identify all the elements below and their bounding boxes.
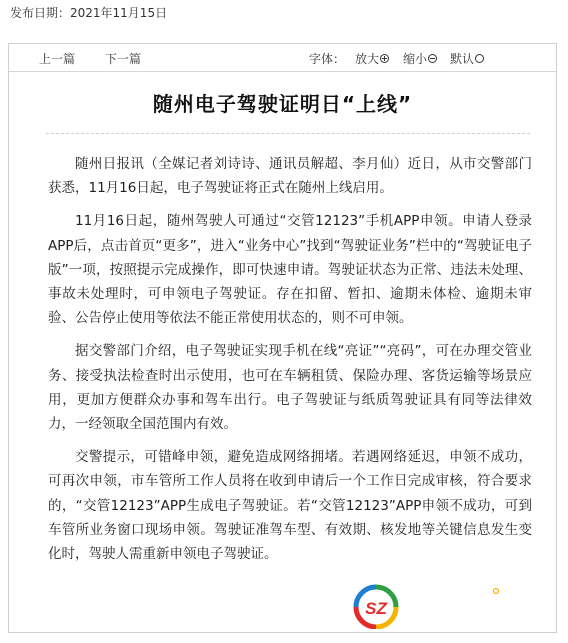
default-size-button[interactable] [450, 50, 484, 67]
font-size-label: 字体： [309, 52, 346, 66]
article-paragraph: 随州日报讯（全媒记者刘诗诗、通讯员解超、李月仙）近日，从市交警部门获悉，11月16日起，电子驾驶证将正式在随州上线启用。 [48, 156, 532, 197]
zoom-in-label: 放大 [355, 52, 380, 66]
zoom-out-button[interactable] [403, 50, 437, 67]
article-frame [8, 43, 557, 633]
article-title: 随州电子驾驶证明日“上线” [152, 92, 413, 116]
article-paragraph: 交警提示，可错峰申领，避免造成网络拥堵。若遇网络延迟，申领不成功，可再次申领，市车管所工作人员将在收到申请后一个工作日完成审核，符合要求的，“交管12123”APP生成电子驾驶证。若“交管12123”APP申领不成功，可到车管所业务窗口现场申领。驾驶证准驾车型、有效期、核发地等关键信息发生变化时，驾驶人需重新申领电子驾驶证。 [48, 449, 532, 563]
article-body [48, 152, 532, 575]
publish-date: 发布日期：2021年11月15日 [10, 6, 168, 20]
plus-circle-icon [380, 54, 389, 63]
next-article-link[interactable]: 下一篇 [105, 52, 142, 66]
zoom-out-label: 缩小 [403, 52, 428, 66]
article-paragraph: 11月16日起，随州驾驶人可通过“交管12123”手机APP申领。申请人登录APP后，点击首页“更多”，进入“业务中心”找到“驾驶证业务”栏中的“驾驶证电子版”一项，按照提示完成操作，即可快速申请。驾驶证状态为正常、违法未处理、事故未处理时，可申领电子驾驶证。存在扣留、暂扣、逾期未体检、逾期未审验、公告停止使用等依法不能正常使用状态的，则不可申领。 [48, 213, 532, 327]
sz-logo [349, 583, 403, 629]
default-size-label: 默认 [450, 52, 475, 66]
article-toolbar [9, 44, 556, 72]
prev-article-link[interactable]: 上一篇 [39, 52, 76, 66]
article-paragraph: 据交警部门介绍，电子驾驶证实现手机在线“亮证”“亮码”，可在办理交管业务、接受执法检查时出示使用，也可在车辆租赁、保险办理、客货运输等场景应用，更加方便群众办事和驾车出行。电子驾驶证与纸质驾驶证具有同等法律效力，一经领取全国范围内有效。 [48, 343, 532, 433]
circle-icon [475, 54, 484, 63]
title-divider [46, 133, 530, 134]
decorative-dot-icon [492, 587, 500, 595]
logo-text: SZ [365, 599, 387, 618]
minus-circle-icon [428, 54, 437, 63]
zoom-in-button[interactable] [355, 50, 389, 67]
